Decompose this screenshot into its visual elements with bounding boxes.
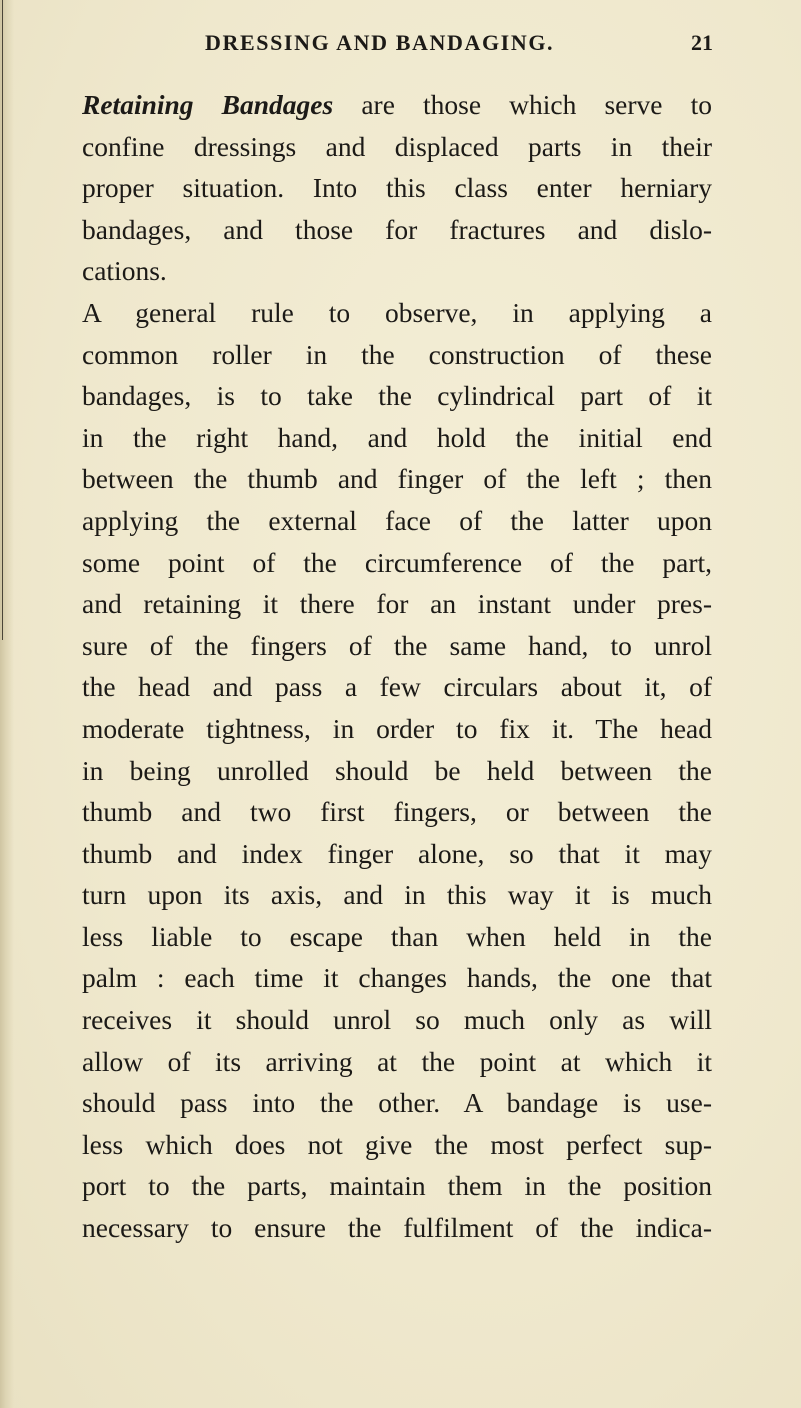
text-line: thumb and index finger alone, so that it may [82,837,712,869]
text-line-rest: are those which serve to [333,89,712,120]
page-number: 21 [691,30,713,55]
text-line: less liable to escape than when held in the [82,920,712,952]
text-line: moderate tightness, in order to fix it. The head [82,712,712,744]
page-header [205,30,713,62]
text-line: receives it should unrol so much only as will [82,1004,712,1036]
text-line: port to the parts, maintain them in the position [82,1170,712,1202]
text-line: in the right hand, and hold the initial end [82,421,712,453]
text-line: necessary to ensure the fulfilment of the indica- [82,1212,712,1244]
text-line: less which does not give the most perfect sup- [82,1128,712,1160]
text-line: turn upon its axis, and in this way it is much [82,879,712,911]
text-line: proper situation. Into this class enter herniary [82,172,712,204]
text-line: in being unrolled should be held between the [82,754,712,786]
text-line: common roller in the construction of these [82,338,712,370]
text-line: should pass into the other. A bandage is use- [82,1087,712,1119]
body-text [82,84,712,1249]
text-line: some point of the circumference of the part, [82,546,712,578]
text-line: applying the external face of the latter upon [82,504,712,536]
text-line: between the thumb and finger of the left ; then [82,463,712,495]
text-line: sure of the fingers of the same hand, to unrol [82,629,712,661]
text-line: allow of its arriving at the point at which it [82,1045,712,1077]
text-line: palm : each time it changes hands, the one that [82,962,712,994]
text-line: bandages, and those for fractures and dislo- [82,213,712,245]
text-line [82,84,712,126]
text-line: bandages, is to take the cylindrical part of it [82,380,712,412]
text-line: confine dressings and displaced parts in their [82,130,712,162]
defined-term: Retaining Bandages [82,89,334,120]
page-edge-line [2,0,3,640]
running-head: DRESSING AND BANDAGING. [205,30,555,55]
text-line: A general rule to observe, in applying a [82,296,712,328]
text-line: the head and pass a few circulars about it, of [82,671,712,703]
text-line: and retaining it there for an instant under pres- [82,588,712,620]
text-line: cations. [82,255,167,287]
text-line: thumb and two first fingers, or between the [82,796,712,828]
